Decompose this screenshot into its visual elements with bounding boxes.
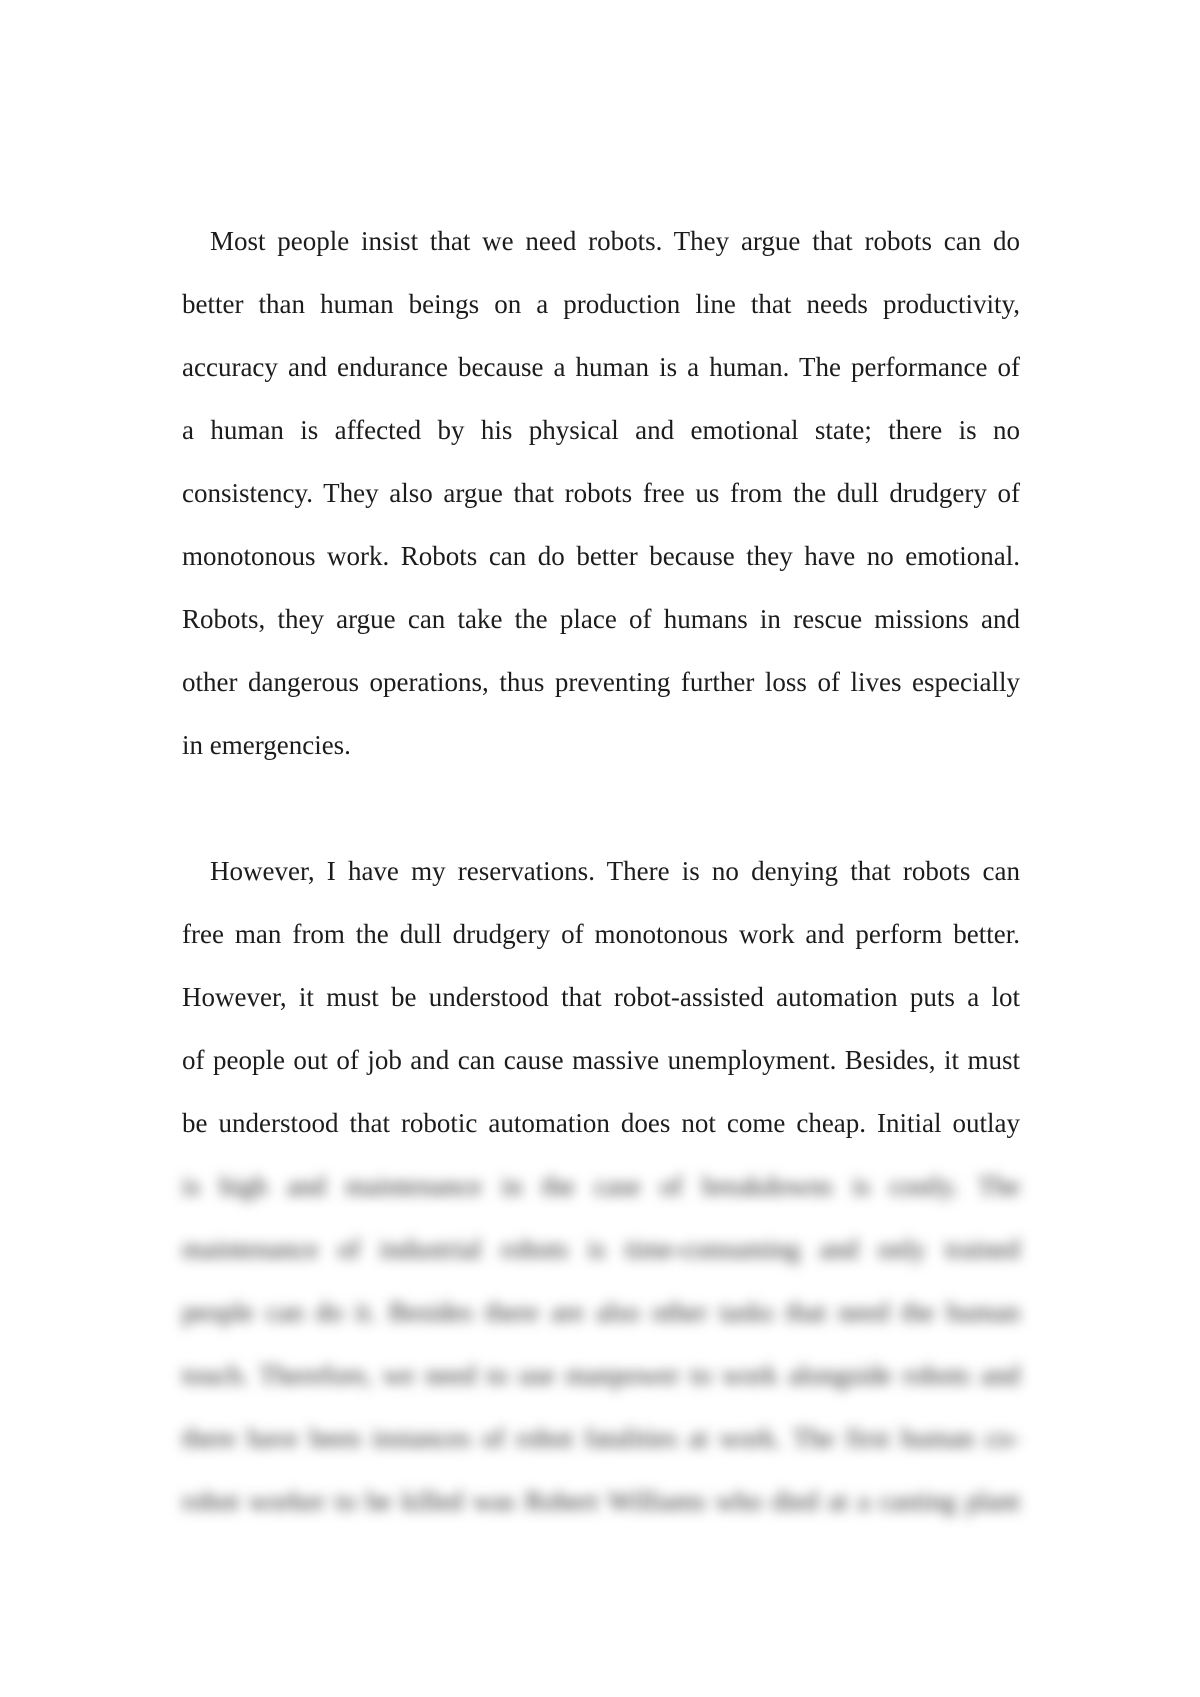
paragraph-line: of people out of job and can cause massive unemployment. Besides, it must (182, 1045, 1020, 1075)
paragraph-line: consistency. They also argue that robots free us from the dull drudgery of (182, 478, 1020, 508)
paragraph-line: be understood that robotic automation does not come cheap. Initial outlay (182, 1108, 1020, 1138)
paragraph-line: monotonous work. Robots can do better because they have no emotional. (182, 541, 1020, 571)
paragraph-2 (182, 840, 1020, 1155)
paragraph-line: better than human beings on a production line that needs productivity, (182, 289, 1020, 319)
paragraph-line: other dangerous operations, thus preventing further loss of lives especially (182, 667, 1020, 697)
paragraph-line: Most people insist that we need robots. They argue that robots can do (210, 226, 1020, 256)
paragraph-line: Robots, they argue can take the place of humans in rescue missions and (182, 604, 1020, 634)
paragraph-line: accuracy and endurance because a human is a human. The performance of (182, 352, 1020, 382)
paragraph-1 (182, 210, 1020, 777)
paragraph-line: a human is affected by his physical and emotional state; there is no (182, 415, 1020, 445)
paragraph-line: free man from the dull drudgery of monotonous work and perform better. (182, 919, 1020, 949)
paragraph-line: in emergencies. (182, 730, 351, 760)
paragraph-line: However, it must be understood that robot-assisted automation puts a lot (182, 982, 1020, 1012)
paragraph-line: However, I have my reservations. There is no denying that robots can (210, 856, 1020, 886)
blurred-text-region: is high and maintenance in the case of breakdowns is costly. The maintenance of industrial robots is time-consuming and only trained people can do it. Besides there are also other tasks that need the human touch. Therefore, we need to use manpower to work alongside robots and there have been instances of robot fatalities at work. The first human co- robot worker to be killed was Robert Williams who died at a casting plant (182, 1171, 1020, 1516)
